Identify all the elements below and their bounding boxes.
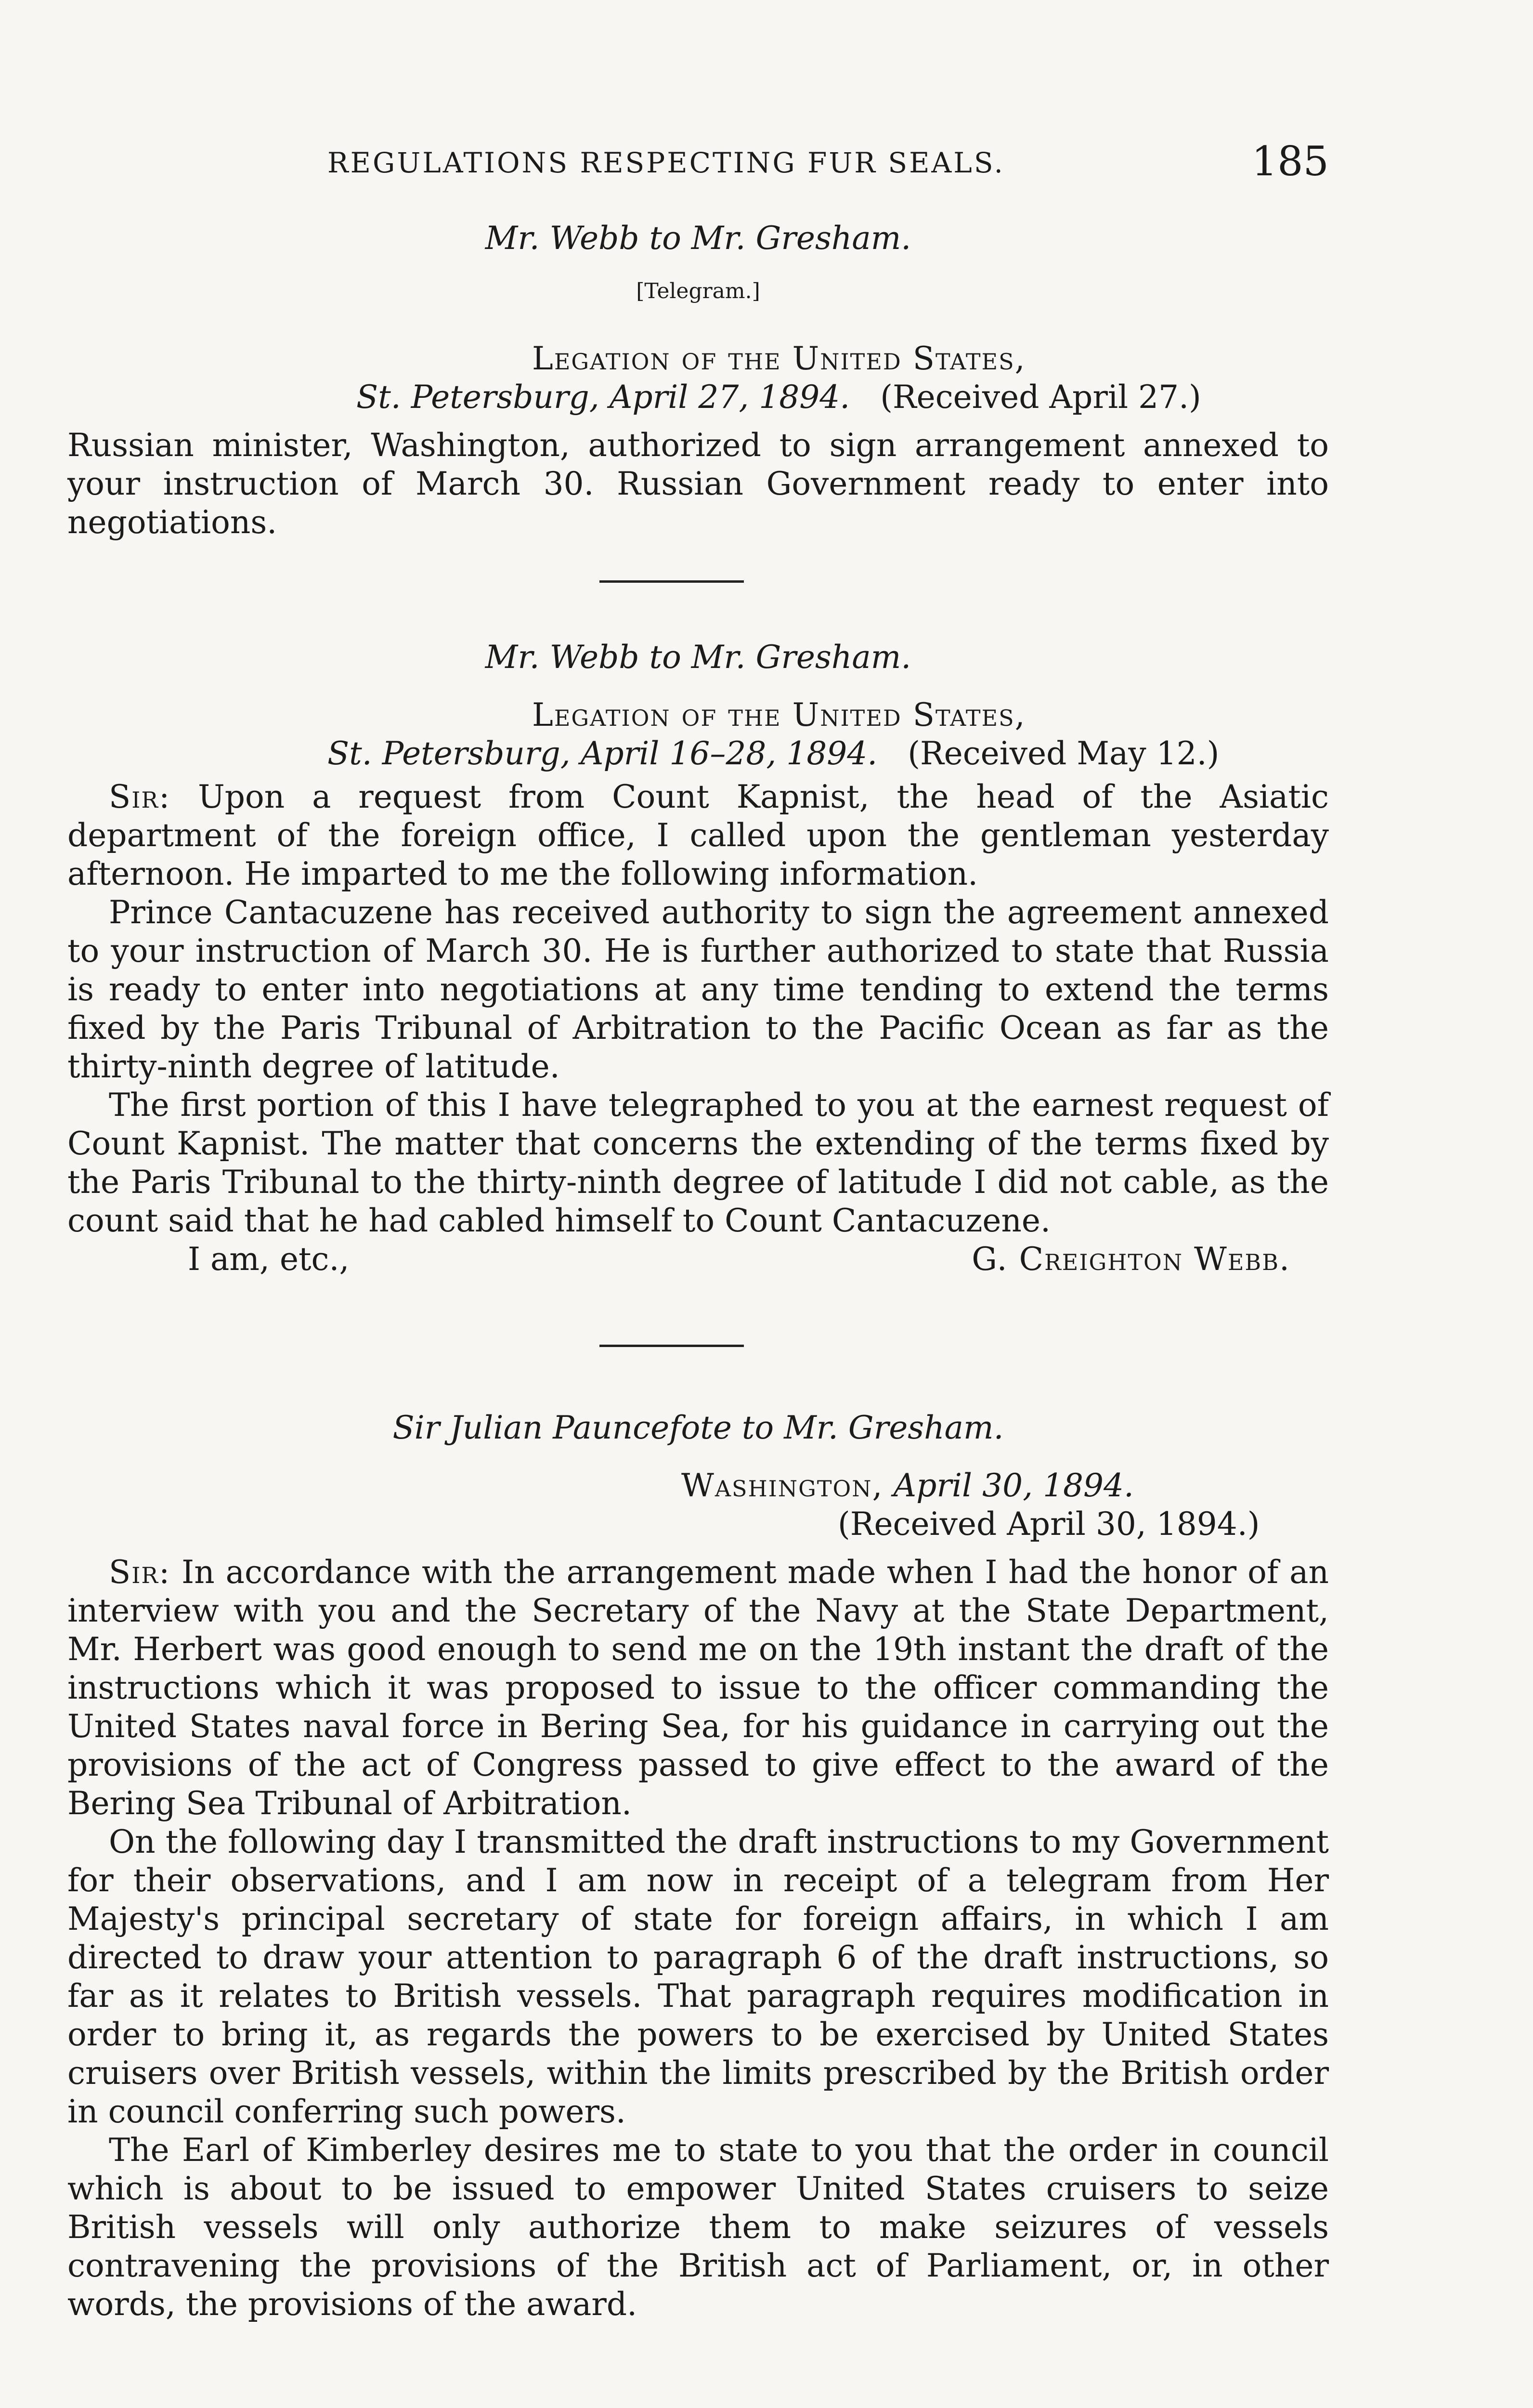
- letter-1-heading: Mr. Webb to Mr. Gresham.: [485, 220, 911, 257]
- letter-3-paragraph-1: [67, 1553, 1329, 1823]
- page-number: 185: [1251, 138, 1329, 185]
- letter-1-paragraph-1: Russian minister, Washington, authorized to sign arrangement annexed to your instruction of March 30. Russian Government ready to enter into negotiations.: [67, 427, 1329, 541]
- running-title: REGULATIONS RESPECTING FUR SEALS.: [327, 146, 1005, 179]
- section-divider-2: [599, 1345, 744, 1347]
- letter-3-heading: Sir Julian Pauncefote to Mr. Gresham.: [392, 1409, 1004, 1446]
- letter-2-paragraph-1: [67, 778, 1329, 893]
- letter-3-salutation: Sir:: [109, 1554, 171, 1591]
- letter-2-heading: Mr. Webb to Mr. Gresham.: [485, 639, 911, 676]
- letter-3-paragraph-1-text: In accordance with the arrangement made when I had the honor of an interview with you and the Secretary of the Navy at the State Department, Mr. Herbert was good enough to send me on the 19th instant the draft of the instructions which it was proposed to issue to the officer commanding the United States naval force in Bering Sea, for his guidance in carrying out the provisions of the act of Congress passed to give effect to the award of the Bering Sea Tribunal of Arbitration.: [67, 1554, 1329, 1822]
- letter-1-dateline: [67, 340, 1329, 417]
- letter-2-body: [67, 778, 1329, 1279]
- page-header: [67, 138, 1329, 191]
- letter-1-dateline-received: (Received April 27.): [880, 379, 1201, 416]
- letter-2-heading-block: [67, 638, 1329, 677]
- letter-2-paragraph-2: Prince Cantacuzene has received authority to sign the agreement annexed to your instruction of March 30. He is further authorized to state that Russia is ready to enter into negotiations at any time tending to extend the terms fixed by the Paris Tribunal of Arbitration to the Pacific Ocean as far as the thirty-ninth degree of latitude.: [67, 894, 1329, 1085]
- letter-3-paragraph-3: The Earl of Kimberley desires me to state to you that the order in council which is about to be issued to empower United States cruisers to seize British vessels will only authorize them to make seizures of vessels contravening the provisions of the British act of Parliament, or, in other words, the provisions of the award.: [67, 2132, 1329, 2323]
- letter-3-dateline: [67, 1466, 1329, 1544]
- letter-2-dateline: [67, 696, 1329, 773]
- letter-1-heading-block: [67, 219, 1329, 306]
- letter-1-dateline-place-date: St. Petersburg, April 27, 1894.: [356, 379, 850, 416]
- letter-3-heading-block: [67, 1409, 1329, 1447]
- letter-2-salutation: Sir:: [109, 778, 171, 815]
- letter-1-body: [67, 426, 1329, 542]
- letter-2-closing-line: [67, 1240, 1329, 1279]
- letter-3-body: [67, 1553, 1329, 2324]
- letter-3-dateline-received: (Received April 30, 1894.): [838, 1505, 1260, 1543]
- letter-2-dateline-received: (Received May 12.): [908, 735, 1220, 772]
- letter-3-dateline-place: Washington,: [681, 1467, 883, 1504]
- section-divider-1: [599, 580, 744, 583]
- letter-2-dateline-office: Legation of the United States,: [532, 696, 1026, 733]
- letter-3-dateline-date: April 30, 1894.: [893, 1467, 1134, 1504]
- letter-2-paragraph-3: The first portion of this I have telegraphed to you at the earnest request of Count Kapnist. The matter that concerns the extending of the terms fixed by the Paris Tribunal to the thirty-ninth degree of latitude I did not cable, as the count said that he had cabled himself to Count Cantacuzene.: [67, 1086, 1329, 1239]
- letter-2-dateline-place-date: St. Petersburg, April 16–28, 1894.: [327, 735, 878, 772]
- letter-2-closing: I am, etc.,: [188, 1241, 350, 1278]
- letter-2-signature: G. Creighton Webb.: [972, 1241, 1290, 1278]
- letter-3-paragraph-2: On the following day I transmitted the draft instructions to my Government for their observations, and I am now in receipt of a telegram from Her Majesty's principal secretary of state for foreign affairs, in which I am directed to draw your attention to paragraph 6 of the draft instructions, so far as it relates to British vessels. That paragraph requires modification in order to bring it, as regards the powers to be exercised by United States cruisers over British vessels, within the limits prescribed by the British order in council conferring such powers.: [67, 1823, 1329, 2130]
- letter-2-paragraph-1-text: Upon a request from Count Kapnist, the head of the Asiatic department of the foreign office, I called upon the gentleman yesterday afternoon. He imparted to me the following information.: [67, 778, 1329, 892]
- letter-1-dateline-office: Legation of the United States,: [532, 340, 1026, 377]
- letter-1-subheading: [Telegram.]: [636, 279, 760, 303]
